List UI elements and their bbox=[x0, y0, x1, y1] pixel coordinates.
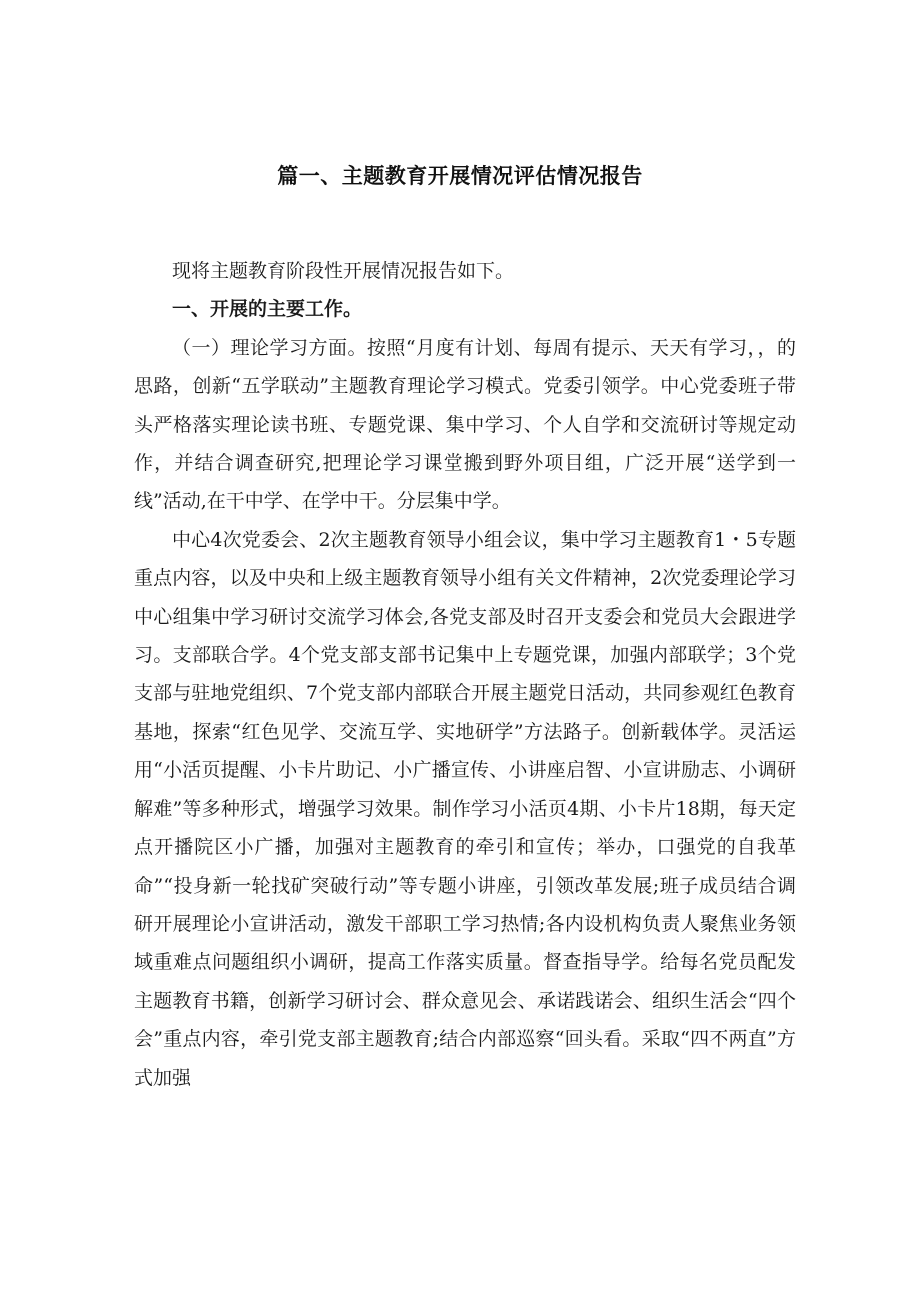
section-heading: 一、开展的主要工作。 bbox=[172, 298, 363, 321]
intro-paragraph: 现将主题教育阶段性开展情况报告如下。 bbox=[172, 260, 515, 282]
body-paragraph: 中心4次党委会、2次主题教育领导小组会议，集中学习主题教育1・5专题重点内容，以及中央和上级主题教育领导小组有关文件精神，2次党委理论学习中心组集中学习研讨交流学习体会,各党支部及时召开支委会和党员大会跟进学习。支部联合学。4个党支部支部书记集中上专题党课，加强内部联学；3个党支部与驻地党组织、7个党支部内部联合开展主题党日活动，共同参观红色教育基地，探索“红色见学、交流互学、实地研学”方法路子。创新载体学。灵活运用“小活页提醒、小卡片助记、小广播宣传、小讲座启智、小宣讲励志、小调研解难”等多种形式，增强学习效果。制作学习小活页4期、小卡片18期，每天定点开播院区小广播，加强对主题教育的牵引和宣传；举办，口强党的自我革命”“投身新一轮找矿突破行动”等专题小讲座，引领改革发展;班子成员结合调研开展理论小宣讲活动，激发干部职工学习热情;各内设机构负责人聚焦业务领域重难点问题组织小调研，提高工作落实质量。督查指导学。给每名党员配发主题教育书籍，创新学习研讨会、群众意见会、承诺践诺会、组织生活会“四个会”重点内容，牵引党支部主题教育;结合内部巡察“回头看。采取“四不两直”方式加强 bbox=[134, 528, 796, 1089]
document-body bbox=[134, 252, 796, 1097]
body-paragraph: （一）理论学习方面。按照“月度有计划、每周有提示、天天有学习，，的思路，创新“五学联动”主题教育理论学习模式。党委引领学。中心党委班子带头严格落实理论读书班、专题党课、集中学习、个人自学和交流研讨等规定动作，并结合调查研究,把理论学习课堂搬到野外项目组，广泛开展“送学到一线”活动,在干中学、在学中干。分层集中学。 bbox=[134, 336, 796, 513]
document-title: 篇一、主题教育开展情况评估情况报告 bbox=[277, 164, 643, 188]
